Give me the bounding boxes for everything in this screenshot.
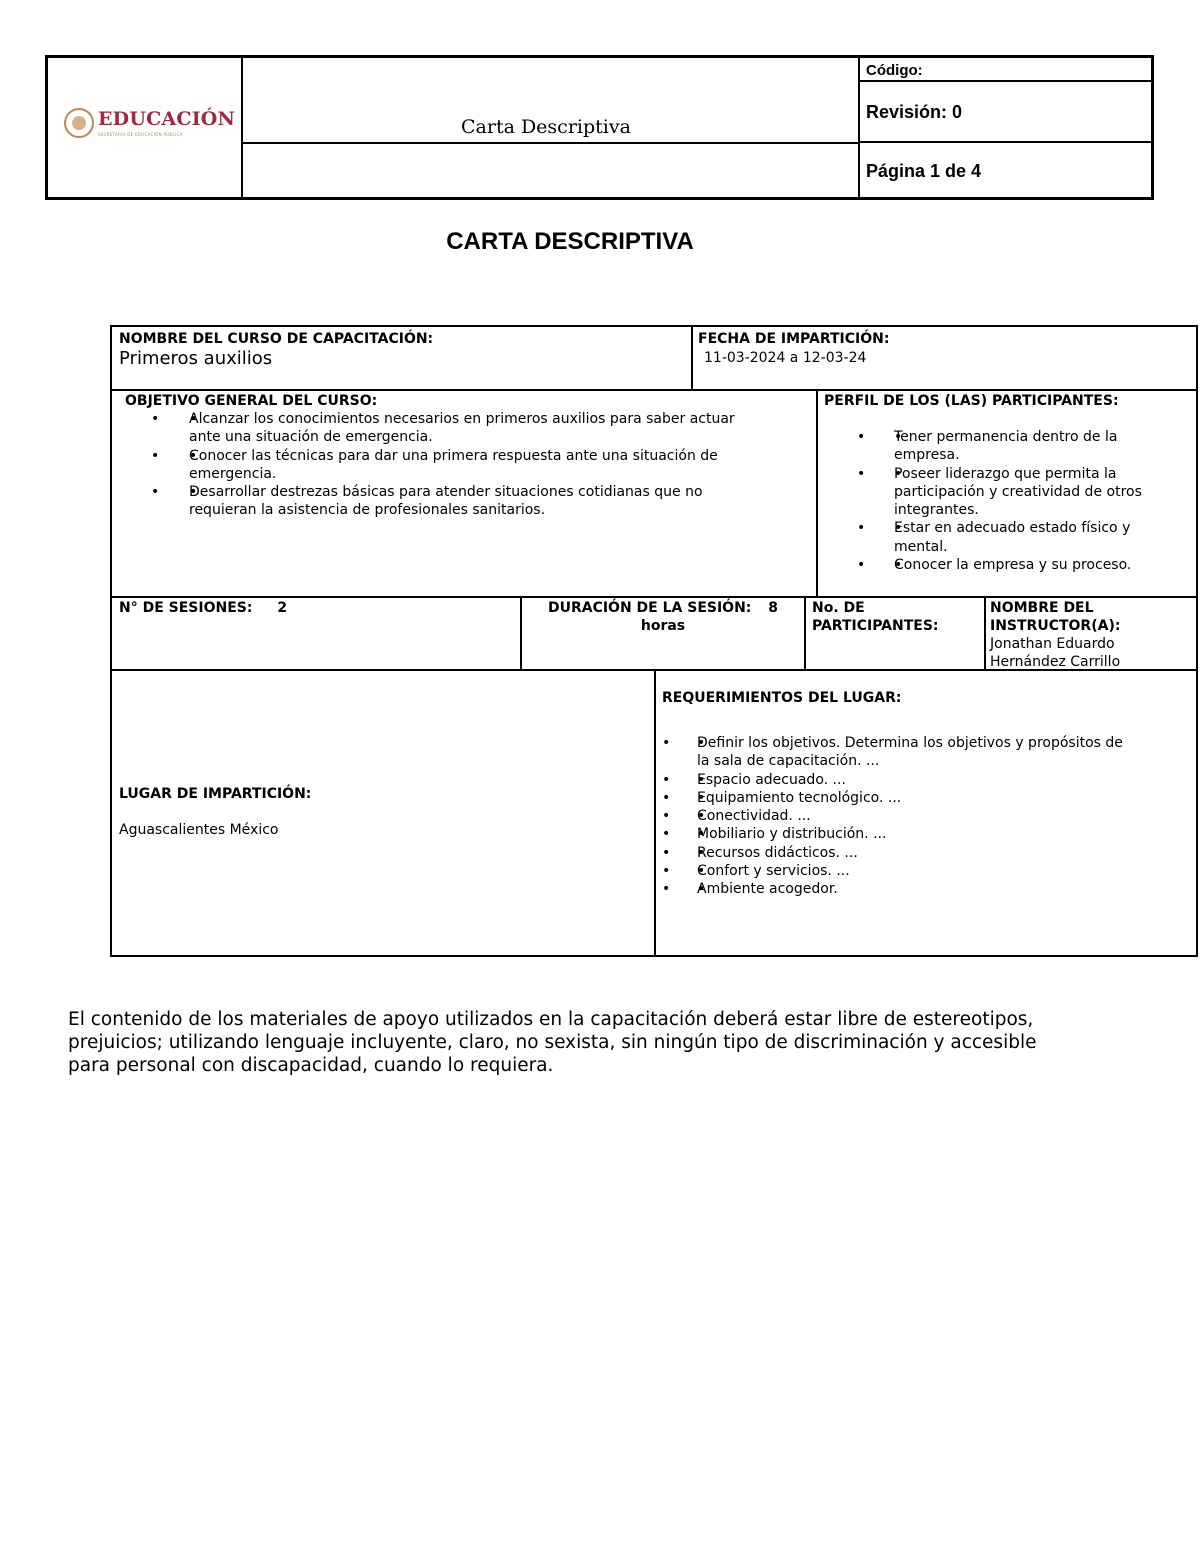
header-divider [241, 142, 858, 144]
course-name-label: NOMBRE DEL CURSO DE CAPACITACIÓN: [119, 331, 434, 347]
header-divider [858, 58, 860, 197]
page-title: CARTA DESCRIPTIVA [446, 228, 694, 255]
profile-label: PERFIL DE LOS (LAS) PARTICIPANTES: [824, 393, 1119, 409]
requirements-cell [662, 689, 1192, 899]
place-label: LUGAR DE IMPARTICIÓN: [119, 786, 312, 802]
course-name-cell [119, 330, 433, 370]
logo-subtitle: SECRETARÍA DE EDUCACIÓN PÚBLICA [98, 131, 183, 137]
place-value: Aguascalientes México [119, 822, 279, 838]
table-divider [804, 596, 806, 669]
table-divider [654, 669, 656, 955]
seal-icon [64, 108, 94, 138]
list-item: • • Desarrollar destrezas básicas para atender situaciones cotidianas que no requieran la asistencia de profesionales sanitarios. [125, 483, 813, 520]
table-divider [112, 596, 1196, 598]
list-item: • • Estar en adecuado estado físico y mental. [824, 519, 1196, 556]
logo-text: EDUCACIÓN [98, 107, 236, 130]
footer-line: para personal con discapacidad, cuando lo requiera. [68, 1055, 554, 1076]
list-item: • • Alcanzar los conocimientos necesarios en primeros auxilios para saber actuar ante una situación de emergencia. [125, 410, 813, 447]
requirements-list [662, 734, 1192, 899]
list-item: • • Ambiente acogedor. [662, 880, 1192, 898]
list-item: • • Equipamiento tecnológico. ... [662, 789, 1192, 807]
list-item: • • Poseer liderazgo que permita la participación y creatividad de otros integrantes. [824, 465, 1196, 520]
revision-label: Revisión: 0 [866, 102, 963, 122]
footer-paragraph [68, 1008, 1128, 1077]
participants-label: No. DE [812, 600, 865, 616]
list-item: • • Mobiliario y distribución. ... [662, 825, 1192, 843]
table-divider [691, 327, 693, 389]
profile-list [824, 428, 1196, 574]
sessions-label: N° DE SESIONES: [119, 600, 253, 616]
codigo-label: Código: [866, 62, 923, 79]
table-divider [112, 389, 1196, 391]
instructor-name: Jonathan Eduardo [990, 636, 1115, 652]
document-header [45, 55, 1154, 200]
duration-label: DURACIÓN DE LA SESIÓN: [547, 600, 752, 616]
requirements-label: REQUERIMIENTOS DEL LUGAR: [662, 690, 902, 706]
education-logo [64, 108, 235, 138]
participants-label: PARTICIPANTES: [812, 618, 939, 634]
pagina-label: Página 1 de 4 [866, 161, 982, 181]
date-cell [698, 330, 889, 367]
objective-list [125, 410, 813, 520]
profile-cell [824, 392, 1196, 574]
duration-cell [522, 599, 804, 635]
date-label: FECHA DE IMPARTICIÓN: [698, 331, 890, 347]
list-item: • • Confort y servicios. ... [662, 862, 1192, 880]
duration-unit: horas [640, 618, 686, 634]
header-divider [858, 141, 1151, 143]
sessions-value: 2 [277, 600, 288, 616]
participants-cell [812, 599, 939, 635]
sessions-cell [119, 599, 287, 617]
table-divider [984, 596, 986, 669]
header-divider [241, 58, 243, 197]
place-cell [119, 785, 311, 839]
objective-cell [125, 392, 813, 520]
course-table [110, 325, 1198, 957]
duration-value: 8 [768, 600, 779, 616]
instructor-cell [990, 599, 1120, 671]
instructor-label: INSTRUCTOR(A): [990, 618, 1121, 634]
list-item: • • Conocer la empresa y su proceso. [824, 556, 1196, 574]
date-value: 11-03-2024 a 12-03-24 [704, 350, 867, 366]
list-item: • • Recursos didácticos. ... [662, 844, 1192, 862]
header-divider [858, 80, 1151, 82]
list-item: • • Tener permanencia dentro de la empresa. [824, 428, 1196, 465]
footer-line: prejuicios; utilizando lenguaje incluyente, claro, no sexista, sin ningún tipo de discriminación y accesible [68, 1032, 1037, 1053]
course-name-value: Primeros auxilios [119, 348, 273, 369]
document-title: Carta Descriptiva [461, 116, 631, 138]
table-divider [816, 389, 818, 596]
footer-line: El contenido de los materiales de apoyo utilizados en la capacitación deberá estar libre de estereotipos, [68, 1009, 1034, 1030]
list-item: • • Definir los objetivos. Determina los objetivos y propósitos de la sala de capacitación. ... [662, 734, 1192, 771]
list-item: • • Espacio adecuado. ... [662, 771, 1192, 789]
instructor-name: Hernández Carrillo [990, 654, 1121, 670]
list-item: • • Conocer las técnicas para dar una primera respuesta ante una situación de emergencia. [125, 447, 813, 484]
objective-label: OBJETIVO GENERAL DEL CURSO: [125, 393, 378, 409]
instructor-label: NOMBRE DEL [990, 600, 1094, 616]
list-item: • • Conectividad. ... [662, 807, 1192, 825]
